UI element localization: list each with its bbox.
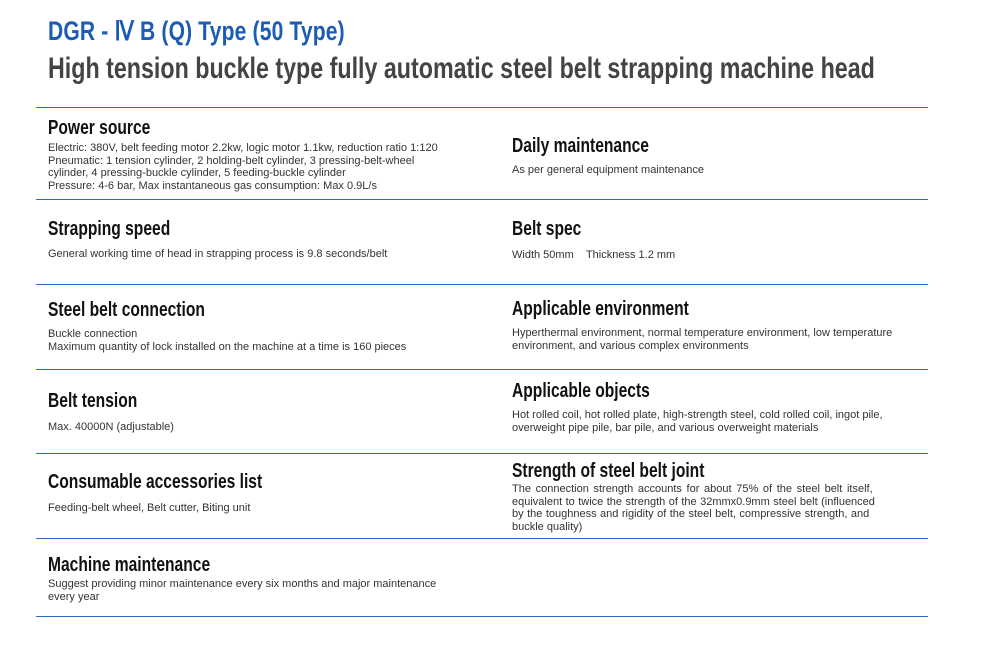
divider <box>36 199 928 200</box>
body-line: Suggest providing minor maintenance every six months and major maintenance <box>48 578 437 590</box>
section-body <box>512 327 928 352</box>
body-line: by the toughness and rigidity of the steel belt, compressive strength, and <box>512 508 870 520</box>
divider <box>36 538 928 539</box>
section-body <box>48 578 498 603</box>
divider <box>36 107 928 108</box>
body-line: Electric: 380V, belt feeding motor 2.2kw, logic motor 1.1kw, reduction ratio 1:120 <box>48 142 438 154</box>
section-daily-maintenance <box>512 135 928 177</box>
section-power-source <box>48 117 498 192</box>
section-belt-tension <box>48 390 498 434</box>
section-body <box>48 328 498 353</box>
section-title: Steel belt connection <box>48 299 205 321</box>
section-body <box>48 142 498 192</box>
section-body <box>48 421 498 434</box>
body-line: equivalent to twice the strength of the 32mmx0.9mm steel belt (influenced <box>512 495 875 508</box>
section-strength-of-joint <box>512 460 927 533</box>
body-line: cylinder, 4 pressing-buckle cylinder, 5 feeding-buckle cylinder <box>48 167 346 179</box>
body-line: Pneumatic: 1 tension cylinder, 2 holding-belt cylinder, 3 pressing-belt-wheel <box>48 154 415 167</box>
section-title: Belt spec <box>512 218 582 240</box>
section-applicable-objects <box>512 380 928 434</box>
divider <box>36 284 928 285</box>
page-subtitle: High tension buckle type fully automatic steel belt strapping machine head <box>48 52 875 85</box>
section-body <box>48 502 498 515</box>
body-line: Max. 40000N (adjustable) <box>48 421 174 433</box>
section-body <box>48 248 498 261</box>
section-title: Consumable accessories list <box>48 471 263 493</box>
section-title: Strapping speed <box>48 218 171 240</box>
section-body <box>512 483 927 533</box>
divider <box>36 369 928 370</box>
body-line: As per general equipment maintenance <box>512 164 705 176</box>
body-line: overweight pipe pile, bar pile, and various overweight materials <box>512 421 819 434</box>
section-title: Daily maintenance <box>512 135 649 157</box>
body-line: General working time of head in strapping process is 9.8 seconds/belt <box>48 248 388 260</box>
section-title: Machine maintenance <box>48 554 211 576</box>
section-body <box>512 409 928 434</box>
divider <box>36 453 928 454</box>
section-title: Belt tension <box>48 390 138 412</box>
section-body <box>512 164 928 177</box>
body-line: The connection strength accounts for about 75% of the steel belt itself, <box>512 483 873 495</box>
section-body <box>512 249 928 262</box>
section-title: Power source <box>48 117 151 139</box>
body-line: Feeding-belt wheel, Belt cutter, Biting unit <box>48 502 251 514</box>
body-line: Hyperthermal environment, normal temperature environment, low temperature <box>512 327 893 339</box>
section-strapping-speed <box>48 218 498 261</box>
section-title: Applicable environment <box>512 298 689 320</box>
section-consumable-accessories <box>48 471 498 515</box>
body-line: Width 50mm Thickness 1.2 mm <box>512 249 676 261</box>
section-machine-maintenance <box>48 554 498 603</box>
section-title: Applicable objects <box>512 380 650 402</box>
body-line: Pressure: 4-6 bar, Max instantaneous gas consumption: Max 0.9L/s <box>48 179 377 192</box>
section-belt-spec <box>512 218 928 262</box>
section-steel-belt-connection <box>48 299 498 353</box>
body-line: every year <box>48 590 100 603</box>
body-line: Buckle connection <box>48 328 138 340</box>
divider <box>36 616 928 617</box>
body-line: environment, and various complex environments <box>512 339 749 352</box>
body-line: buckle quality) <box>512 520 583 533</box>
page-title: DGR - Ⅳ B (Q) Type (50 Type) <box>48 16 345 46</box>
section-title: Strength of steel belt joint <box>512 460 705 482</box>
body-line: Hot rolled coil, hot rolled plate, high-strength steel, cold rolled coil, ingot pile, <box>512 409 883 421</box>
section-applicable-environment <box>512 298 928 352</box>
body-line: Maximum quantity of lock installed on the machine at a time is 160 pieces <box>48 340 407 353</box>
